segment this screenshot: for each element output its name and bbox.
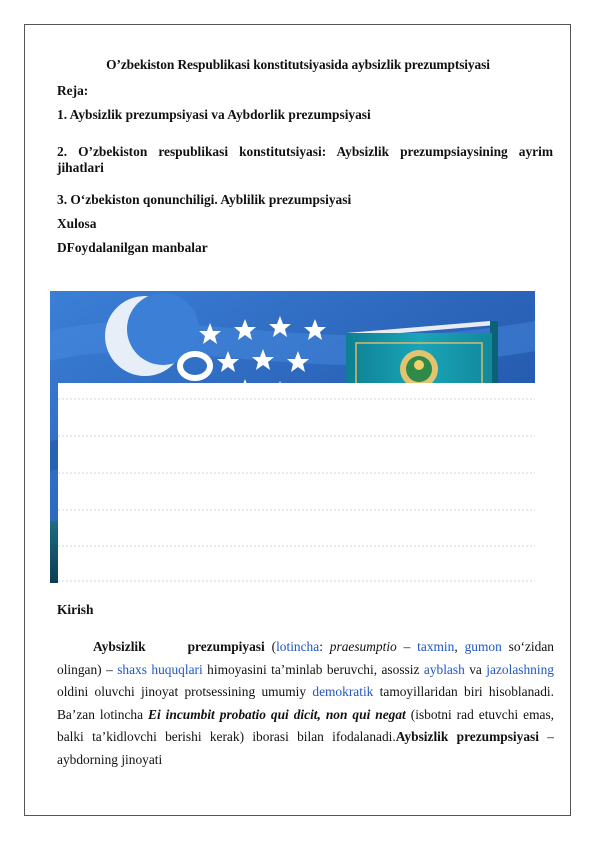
plan-heading: Reja: xyxy=(57,83,89,98)
text-fragment: oldini oluvchi jinoyat protsessining umumiy xyxy=(57,684,313,700)
term-prezumpiyasi: prezumpiyasi xyxy=(187,639,265,654)
text-fragment: va xyxy=(464,661,487,677)
plan-item-1: 1. Aybsizlik prezumpsiyasi va Aybdorlik prezumpsiyasi xyxy=(57,107,371,122)
link-jazolashning[interactable]: jazolashning xyxy=(486,661,554,677)
link-lotincha[interactable]: lotincha xyxy=(276,639,320,654)
link-ayblash[interactable]: ayblash xyxy=(423,661,465,677)
term-praesumptio: praesumptio xyxy=(329,639,397,654)
intro-paragraph xyxy=(57,636,554,772)
link-taxmin[interactable]: taxmin xyxy=(417,639,455,654)
link-demokratik[interactable]: demokratik xyxy=(312,684,374,700)
text-fragment: – xyxy=(396,639,418,654)
text-fragment: : xyxy=(319,639,330,654)
plan-item-conclusion: Xulosa xyxy=(57,216,97,231)
document-title: O’zbekiston Respublikasi konstitutsiyasida aybsizlik prezumptsiyasi xyxy=(106,57,490,72)
uzbekistan-emblem-icon xyxy=(400,350,438,388)
text-fragment: – aybdorning jinoyati xyxy=(57,729,554,767)
plan-item-sources: DFoydalanilgan manbalar xyxy=(57,240,208,255)
text-fragment: (isbotni rad etuvchi emas, balki ta’kidlovchi berishi kerak) iborasi bilan ifodalanadi. xyxy=(57,706,555,745)
text-fragment: , xyxy=(454,639,465,654)
term-aybsizlik-prezumpsiyasi: Aybsizlik prezumpsiyasi xyxy=(395,729,539,745)
text-fragment: himoyasini ta’minlab beruvchi, asossiz xyxy=(202,661,424,677)
intro-heading: Kirish xyxy=(57,602,94,617)
plan-item-2: 2. O’zbekiston respublikasi konstitutsiyasi: Aybsizlik prezumpsiaysining ayrim jihatlari xyxy=(57,144,553,175)
plan-item-3: 3. O‘zbekiston qonunchiligi. Ayblilik prezumpsiyasi xyxy=(57,192,352,207)
term-aybsizlik: Aybsizlik xyxy=(93,639,146,654)
text-fragment: ( xyxy=(264,639,277,654)
link-shaxs-huquqlari[interactable]: shaxs huquqlari xyxy=(117,661,203,677)
text-fragment: tamoyillaridan biri hisoblanadi. Ba’zan lotincha xyxy=(57,684,554,722)
link-gumon[interactable]: gumon xyxy=(464,639,502,654)
latin-phrase: Ei incumbit probatio qui dicit, non qui negat xyxy=(148,706,406,722)
text-fragment: so‘zidan olingan) – xyxy=(57,639,554,677)
constitution-illustration xyxy=(50,291,535,583)
